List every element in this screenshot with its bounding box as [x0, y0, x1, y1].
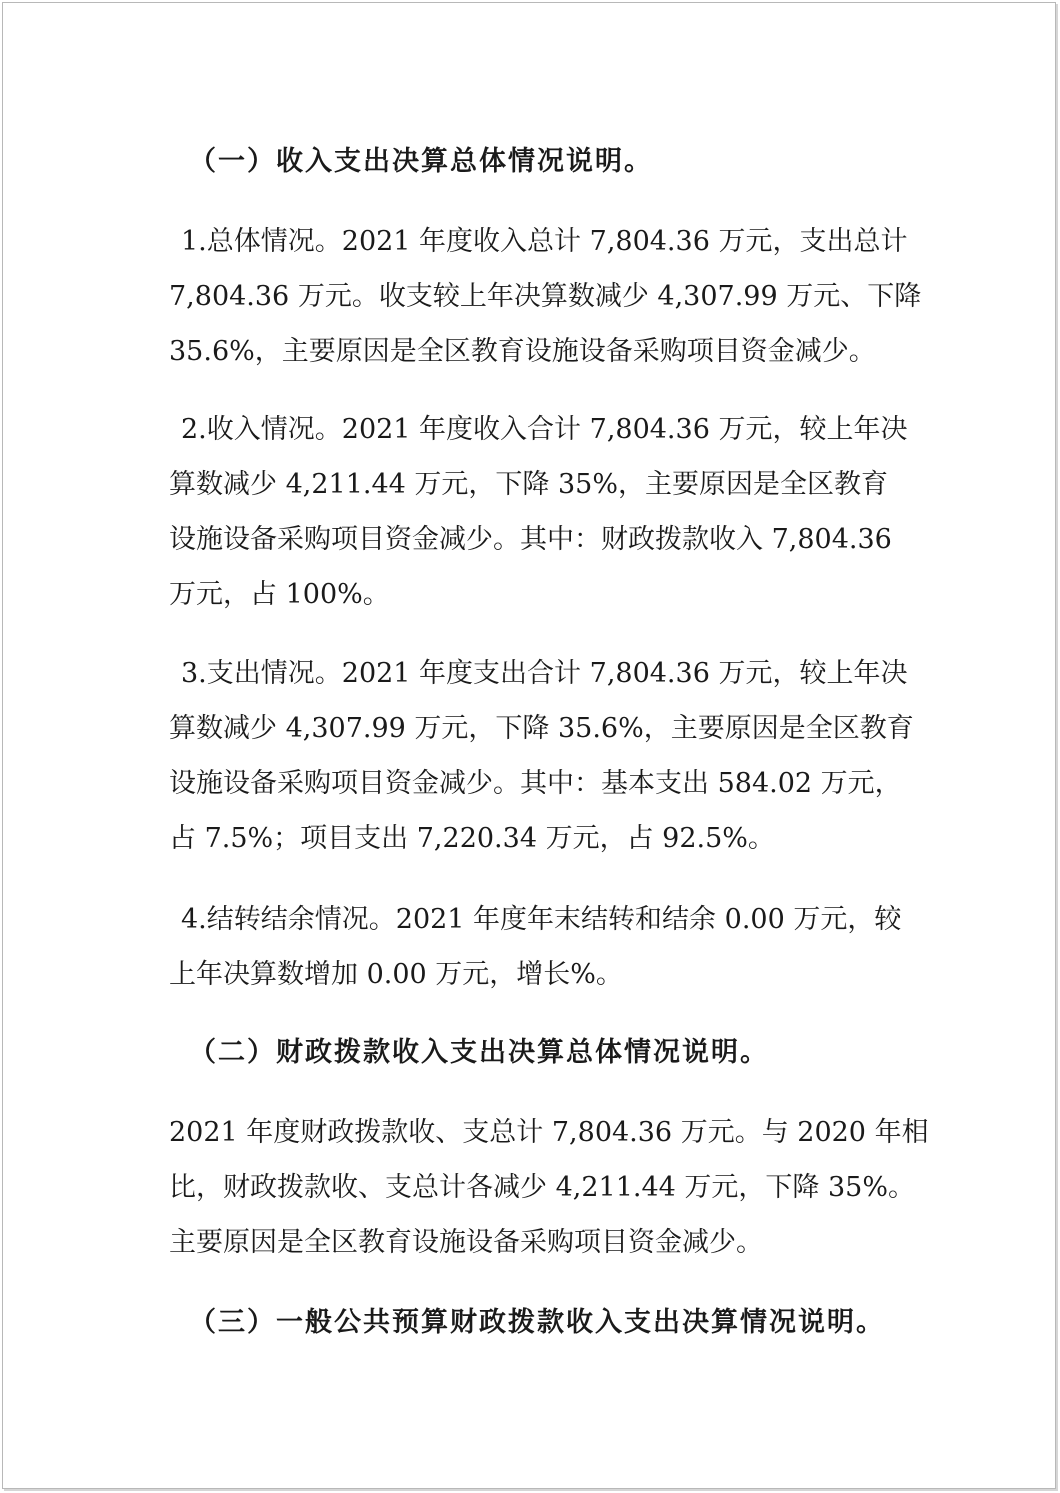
text-line: 占 7.5%；项目支出 7,220.34 万元，占 92.5%。 — [169, 823, 775, 854]
paragraph-carryover — [169, 892, 929, 1002]
paragraph-total-overview — [169, 214, 929, 379]
text-line: 4.结转结余情况。2021 年度年末结转和结余 0.00 万元，较 — [181, 904, 902, 935]
text-line: 比，财政拨款收、支总计各减少 4,211.44 万元，下降 35%。 — [169, 1172, 915, 1203]
text-line: 算数减少 4,211.44 万元，下降 35%，主要原因是全区教育 — [169, 469, 888, 500]
text-line: 算数减少 4,307.99 万元，下降 35.6%，主要原因是全区教育 — [169, 713, 914, 744]
paragraph-fiscal-appropriation — [169, 1105, 929, 1270]
text-line: 7,804.36 万元。收支较上年决算数减少 4,307.99 万元、下降 — [169, 281, 922, 312]
text-line: 1.总体情况。2021 年度收入总计 7,804.36 万元，支出总计 — [181, 226, 908, 257]
text-line: 设施设备采购项目资金减少。其中：基本支出 584.02 万元， — [169, 768, 902, 799]
text-line: 上年决算数增加 0.00 万元，增长%。 — [169, 959, 623, 990]
paragraph-expenditure — [169, 646, 929, 866]
text-line: 2.收入情况。2021 年度收入合计 7,804.36 万元，较上年决 — [181, 414, 908, 445]
text-line: 万元，占 100%。 — [169, 579, 390, 610]
text-line: 2021 年度财政拨款收、支总计 7,804.36 万元。与 2020 年相 — [169, 1117, 929, 1148]
section-heading-3: （三）一般公共预算财政拨款收入支出决算情况说明。 — [189, 1307, 885, 1338]
text-line: 主要原因是全区教育设施设备采购项目资金减少。 — [169, 1227, 763, 1258]
paragraph-income — [169, 402, 929, 622]
section-heading-1: （一）收入支出决算总体情况说明。 — [189, 146, 653, 177]
section-heading-2: （二）财政拨款收入支出决算总体情况说明。 — [189, 1037, 769, 1068]
document-page — [2, 2, 1056, 1489]
text-line: 35.6%，主要原因是全区教育设施设备采购项目资金减少。 — [169, 336, 876, 367]
text-line: 设施设备采购项目资金减少。其中：财政拨款收入 7,804.36 — [169, 524, 892, 555]
text-line: 3.支出情况。2021 年度支出合计 7,804.36 万元，较上年决 — [181, 658, 908, 689]
